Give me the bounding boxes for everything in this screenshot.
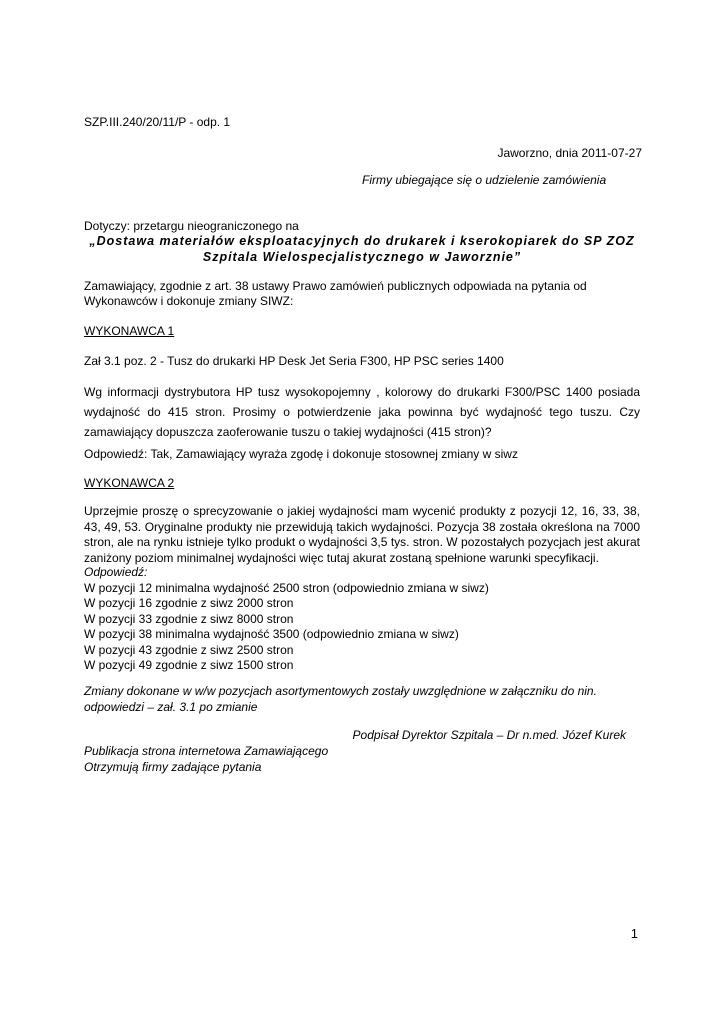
place-date: Jaworzno, dnia 2011-07-27: [497, 146, 642, 160]
contractor-1-answer: Odpowiedź: Tak, Zamawiający wyraża zgodę i dokonuje stosownej zmiany w siwz: [84, 447, 518, 461]
signature: Podpisał Dyrektor Szpitala – Dr n.med. Józef Kurek: [352, 728, 626, 742]
reference-number: SZP.III.240/20/11/P - odp. 1: [84, 115, 231, 129]
answer-item: W pozycji 33 zgodnie z siwz 8000 stron: [84, 611, 294, 626]
answer-item: W pozycji 16 zgodnie z siwz 2000 stron: [84, 596, 294, 610]
contractor-2-answers: [84, 565, 489, 674]
contractor-2-question: Uprzejmie proszę o sprecyzowanie o jakiej wydajności mam wycenić produkty z pozycji 12, 16, 33, 38, 43, 49, 53. Oryginalne produkty nie przewidują takich wydajności. Pozycja 38 została określona na 7000 stron, ale na rynku istnieje tylko produkt o wydajności 3,5 tys. stron. W pozostałych pozycjach jest akurat zaniżony poziom minimalnej wydajności więc tutaj akurat zostaną spełnione warunki specyfikacji.: [84, 504, 640, 565]
answer-item: W pozycji 49 zgodnie z siwz 1500 stron: [84, 658, 294, 672]
answer-item: W pozycji 38 minimalna wydajność 3500 (odpowiednio zmiana w siwz): [84, 627, 459, 641]
contractor-2-heading: WYKONAWCA 2: [84, 476, 175, 490]
answer-item: W pozycji 43 zgodnie z siwz 2500 stron: [84, 642, 294, 657]
tender-title: „Dostawa materiałów eksploatacyjnych do drukarek i kserokopiarek do SP ZOZ Szpitala Wielospecjalistycznego w Jaworznie”: [89, 234, 635, 264]
page-number: 1: [630, 926, 638, 941]
contractor-1-heading: WYKONAWCA 1: [84, 324, 175, 338]
contractor-1-item: Zał 3.1 poz. 2 - Tusz do drukarki HP Desk Jet Seria F300, HP PSC series 1400: [84, 354, 504, 368]
footer-recipients: Otrzymują firmy zadające pytania: [84, 760, 262, 774]
subject-label: Dotyczy: przetargu nieograniczonego na: [84, 219, 299, 233]
contractor-1-question: Wg informacji dystrybutora HP tusz wysokopojemny , kolorowy do drukarki F300/PSC 1400 posiada wydajność do 415 stron. Prosimy o potwierdzenie jaka powinna być wydajność tego tuszu. Czy zamawiający dopuszcza zaoferowanie tuszu o takiej wydajności (415 stron)?: [84, 385, 640, 439]
answer-label: Odpowiedź:: [84, 565, 148, 579]
footer-publication: Publikacja strona internetowa Zamawiającego: [84, 744, 329, 758]
recipients: Firmy ubiegające się o udzielenie zamówienia: [362, 173, 607, 187]
footer: [84, 743, 328, 775]
changes-note: Zmiany dokonane w w/w pozycjach asortymentowych zostały uwzględnione w załączniku do nin. odpowiedzi – zał. 3.1 po zmianie: [84, 684, 597, 714]
intro-paragraph: Zamawiający, zgodnie z art. 38 ustawy Prawo zamówień publicznych odpowiada na pytania od Wykonawców i dokonuje zmiany SIWZ:: [84, 279, 587, 308]
answer-item: W pozycji 12 minimalna wydajność 2500 stron (odpowiednio zmiana w siwz): [84, 580, 489, 595]
